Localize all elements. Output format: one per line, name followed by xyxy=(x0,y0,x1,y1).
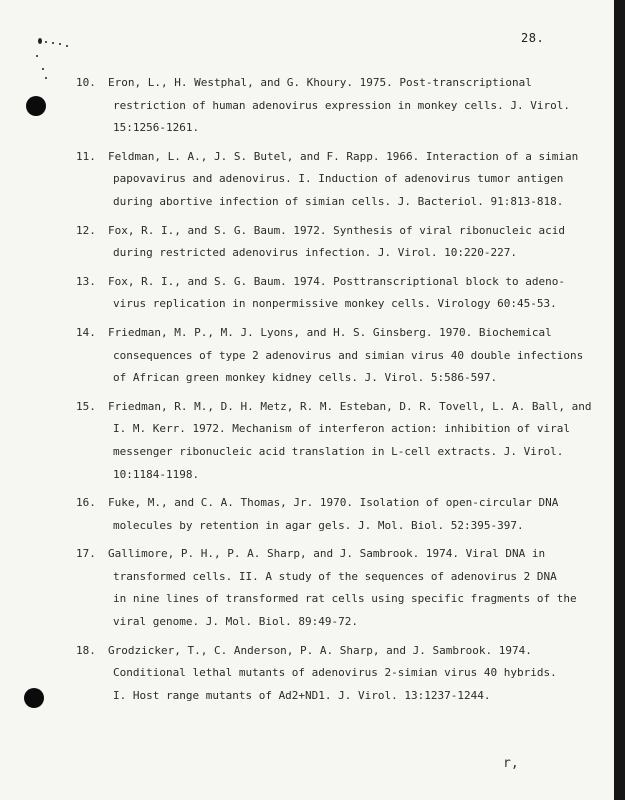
reference-line: Conditional lethal mutants of adenovirus 2-simian virus 40 hybrids. xyxy=(113,666,557,680)
reference-line: Fuke, M., and C. A. Thomas, Jr. 1970. Isolation of open-circular DNA xyxy=(108,496,559,510)
reference-item xyxy=(76,271,565,316)
reference-line: 10:1184-1198. xyxy=(113,467,200,481)
reference-line: Friedman, R. M., D. H. Metz, R. M. Esteban, D. R. Tovell, L. A. Ball, and xyxy=(108,399,592,413)
reference-item xyxy=(76,72,570,140)
reference-line: papovavirus and adenovirus. I. Induction of adenovirus tumor antigen xyxy=(113,172,564,186)
reference-line: viral genome. J. Mol. Biol. 89:49-72. xyxy=(113,615,359,629)
reference-line: Gallimore, P. H., P. A. Sharp, and J. Sambrook. 1974. Viral DNA in xyxy=(108,547,546,561)
reference-number: 18. xyxy=(76,643,96,657)
reference-list xyxy=(76,72,592,713)
reference-number: 10. xyxy=(76,76,96,89)
reference-line: I. Host range mutants of Ad2+ND1. J. Virol. 13:1237-1244. xyxy=(113,688,491,702)
reference-number: 12. xyxy=(76,223,96,237)
reference-line: Feldman, L. A., J. S. Butel, and F. Rapp. 1966. Interaction of a simian xyxy=(108,149,579,163)
reference-number: 11. xyxy=(76,149,96,163)
reference-line: virus replication in nonpermissive monkey cells. Virology 60:45-53. xyxy=(113,297,557,311)
reference-number: 14. xyxy=(76,325,96,339)
reference-item xyxy=(76,640,557,708)
reference-item xyxy=(76,220,565,265)
page-number: 28. xyxy=(521,31,545,45)
corner-mark: r, xyxy=(503,756,519,771)
reference-line: during abortive infection of simian cells. J. Bacteriol. 91:813-818. xyxy=(113,194,564,208)
reference-line: 15:1256-1261. xyxy=(113,121,200,135)
reference-line: restriction of human adenovirus expression in monkey cells. J. Virol. xyxy=(113,98,570,112)
reference-number: 13. xyxy=(76,274,96,288)
reference-line: in nine lines of transformed rat cells using specific fragments of the xyxy=(113,592,577,606)
reference-item xyxy=(76,396,592,486)
reference-item xyxy=(76,492,559,537)
reference-item xyxy=(76,322,584,390)
reference-number: 17. xyxy=(76,547,96,561)
reference-line: of African green monkey kidney cells. J. Virol. 5:586-597. xyxy=(113,371,498,385)
punch-hole-bottom xyxy=(24,688,44,708)
reference-number: 15. xyxy=(76,399,96,413)
reference-line: during restricted adenovirus infection. J. Virol. 10:220-227. xyxy=(113,246,517,260)
reference-item xyxy=(76,543,577,633)
reference-line: Fox, R. I., and S. G. Baum. 1974. Posttranscriptional block to adeno- xyxy=(108,274,565,288)
reference-line: Eron, L., H. Westphal, and G. Khoury. 1975. Post-transcriptional xyxy=(108,76,532,89)
reference-number: 16. xyxy=(76,496,96,510)
reference-line: molecules by retention in agar gels. J. Mol. Biol. 52:395-397. xyxy=(113,518,524,532)
reference-line: transformed cells. II. A study of the sequences of adenovirus 2 DNA xyxy=(113,569,557,583)
reference-line: messenger ribonucleic acid translation in L-cell extracts. J. Virol. xyxy=(113,444,564,458)
reference-line: I. M. Kerr. 1972. Mechanism of interferon action: inhibition of viral xyxy=(113,422,570,436)
reference-line: Grodzicker, T., C. Anderson, P. A. Sharp, and J. Sambrook. 1974. xyxy=(108,643,532,657)
scan-edge xyxy=(614,0,625,800)
reference-line: Fox, R. I., and S. G. Baum. 1972. Synthesis of viral ribonucleic acid xyxy=(108,223,565,237)
reference-line: Friedman, M. P., M. J. Lyons, and H. S. Ginsberg. 1970. Biochemical xyxy=(108,325,552,339)
punch-hole-top xyxy=(26,96,46,116)
reference-item xyxy=(76,146,579,214)
reference-line: consequences of type 2 adenovirus and simian virus 40 double infections xyxy=(113,348,584,362)
